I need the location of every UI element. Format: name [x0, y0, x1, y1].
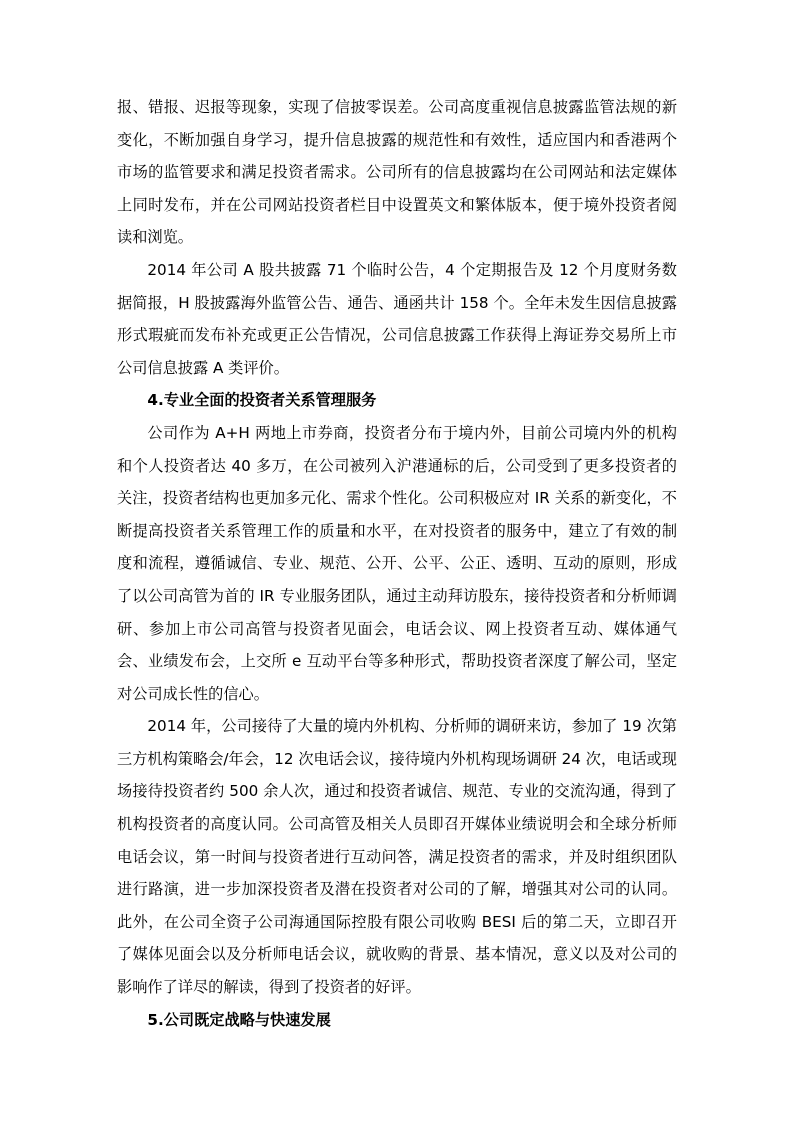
- document-page: [117, 91, 677, 1036]
- paragraph-2014-ir-activities: 2014 年，公司接待了大量的境内外机构、分析师的调研来访，参加了 19 次第三方机构策略会/年会，12 次电话会议，接待境内外机构现场调研 24 次，电话或现场接待投资者约 500 余人次，通过和投资者诚信、规范、专业的交流沟通，得到了机构投资者的高度认同。公司高管及相关人员即召开媒体业绩说明会和全球分析师电话会议，第一时间与投资者进行互动问答，满足投资者的需求，并及时组织团队进行路演，进一步加深投资者及潜在投资者对公司的了解，增强其对公司的认同。此外，在公司全资子公司海通国际控股有限公司收购 BESI 后的第二天，立即召开了媒体见面会以及分析师电话会议，就收购的背景、基本情况，意义以及对公司的影响作了详尽的解读，得到了投资者的好评。: [117, 717, 677, 997]
- paragraph-disclosure-practice: 报、错报、迟报等现象，实现了信披零误差。公司高度重视信息披露监管法规的新变化，不断加强自身学习，提升信息披露的规范性和有效性，适应国内和香港两个市场的监管要求和满足投资者需求。公司所有的信息披露均在公司网站和法定媒体上同时发布，并在公司网站投资者栏目中设置英文和繁体版本，便于境外投资者阅读和浏览。: [117, 98, 677, 247]
- paragraph-2014-disclosure-stats: 2014 年公司 A 股共披露 71 个临时公告，4 个定期报告及 12 个月度财务数据简报，H 股披露海外监管公告、通告、通函共计 158 个。全年未发生因信息披露形式瑕疵而发布补充或更正公告情况，公司信息披露工作获得上海证券交易所上市公司信息披露 A 类评价。: [117, 260, 677, 377]
- paragraph-ir-services: 公司作为 A+H 两地上市券商，投资者分布于境内外，目前公司境内外的机构和个人投资者达 40 多万，在公司被列入沪港通标的后，公司受到了更多投资者的关注，投资者结构也更加多元化、需求个性化。公司积极应对 IR 关系的新变化，不断提高投资者关系管理工作的质量和水平，在对投资者的服务中，建立了有效的制度和流程，遵循诚信、专业、规范、公开、公平、公正、透明、互动的原则，形成了以公司高管为首的 IR 专业服务团队，通过主动拜访股东，接待投资者和分析师调研、参加上市公司高管与投资者见面会，电话会议、网上投资者互动、媒体通气会、业绩发布会，上交所 e 互动平台等多种形式，帮助投资者深度了解公司，坚定对公司成长性的信心。: [117, 423, 677, 703]
- section-heading-strategy: 5.公司既定战略与快速发展: [147, 1010, 331, 1029]
- section-heading-investor-relations: 4.专业全面的投资者关系管理服务: [147, 391, 377, 410]
